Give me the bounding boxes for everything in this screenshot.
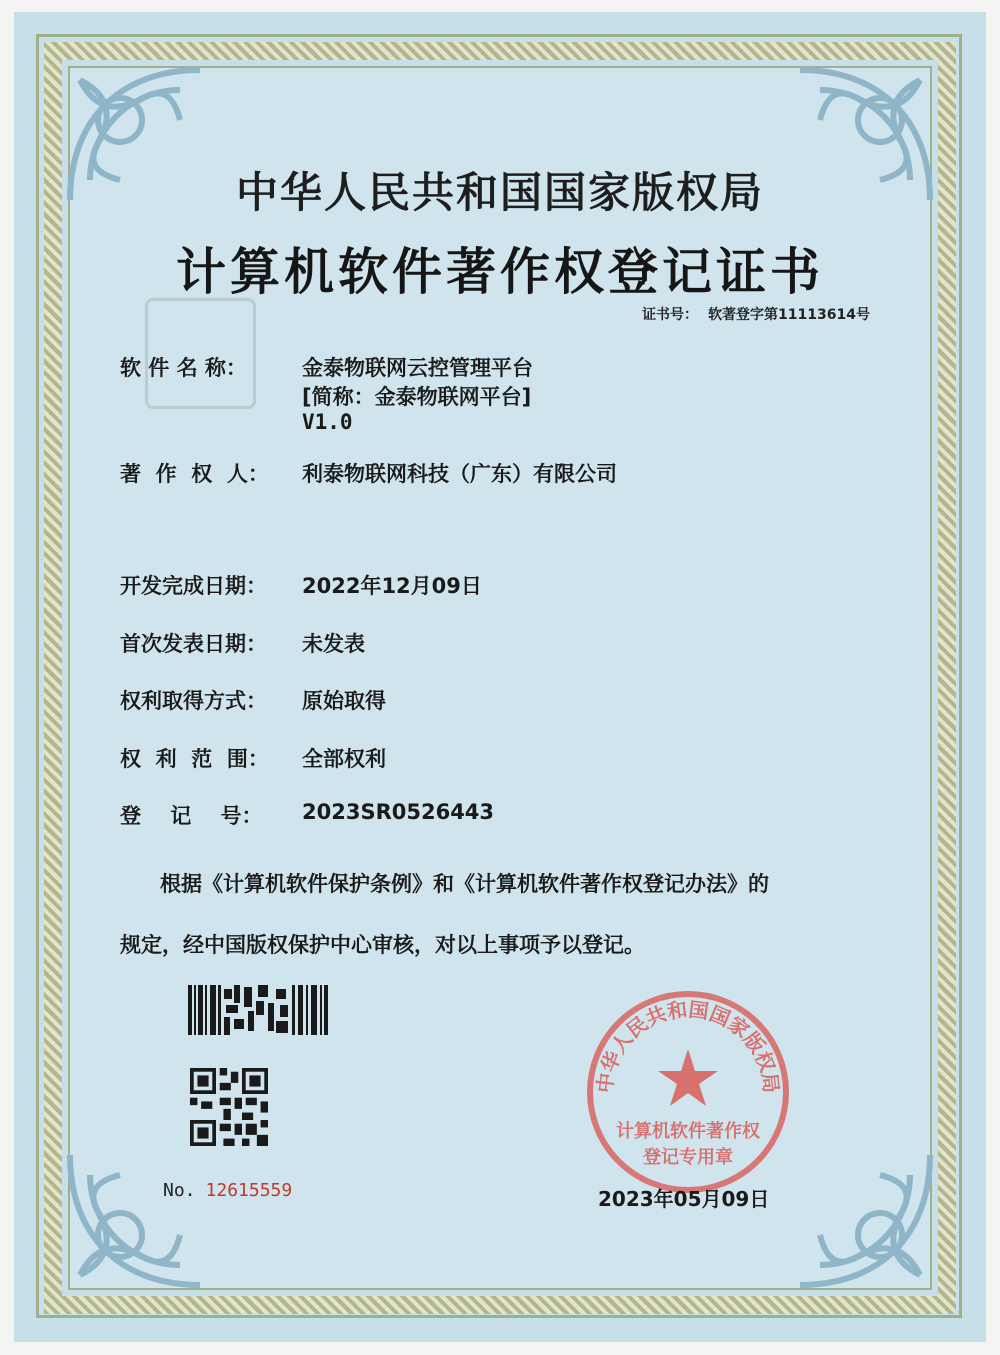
serial-number	[163, 1180, 292, 1201]
seal-line-1: 计算机软件著作权	[616, 1121, 760, 1142]
statement-line-2: 规定，经中国版权保护中心审核，对以上事项予以登记。	[120, 933, 645, 957]
field-value: V1.0	[302, 410, 353, 434]
field-label: 开发完成日期：	[120, 574, 267, 598]
field-value: 全部权利	[302, 747, 386, 771]
field-value: 2022年12月09日	[302, 574, 482, 598]
official-seal-icon	[583, 987, 793, 1197]
certificate-number-value: 软著登字第11113614号	[708, 307, 870, 323]
field-value: 2023SR0526443	[302, 800, 495, 824]
seal-line-2: 登记专用章	[643, 1147, 733, 1168]
serial-prefix: No.	[163, 1180, 196, 1201]
field-value: 原始取得	[302, 689, 386, 713]
field-label: 权利取得方式：	[120, 689, 267, 713]
field-value: [简称：金泰物联网平台]	[302, 385, 532, 409]
field-label: 软 件 名 称：	[120, 356, 247, 380]
field-label: 登 记 号：	[120, 804, 263, 828]
certificate-title: 计算机软件著作权登记证书	[176, 243, 824, 301]
field-value: 金泰物联网云控管理平台	[302, 356, 533, 380]
field-label: 首次发表日期：	[120, 632, 267, 656]
field-value: 未发表	[302, 632, 365, 656]
barcode-icon	[188, 985, 328, 1035]
certificate-number-label: 证书号：	[642, 307, 699, 323]
statement-line-1: 根据《计算机软件保护条例》和《计算机软件著作权登记办法》的	[160, 872, 769, 896]
seal-ring-text: 中华人民共和国国家版权局	[592, 997, 784, 1095]
qr-code-icon	[190, 1068, 268, 1146]
field-label: 权 利 范 围：	[120, 747, 269, 771]
serial-value: 12615559	[205, 1180, 293, 1201]
issue-date: 2023年05月09日	[598, 1187, 770, 1211]
issuing-authority: 中华人民共和国国家版权局	[235, 168, 764, 217]
corner-ornament-icon	[60, 1145, 210, 1295]
certificate-number	[632, 304, 870, 324]
field-label: 著 作 权 人：	[120, 462, 269, 486]
field-value: 利泰物联网科技（广东）有限公司	[302, 462, 617, 486]
corner-ornament-icon	[790, 1145, 940, 1295]
